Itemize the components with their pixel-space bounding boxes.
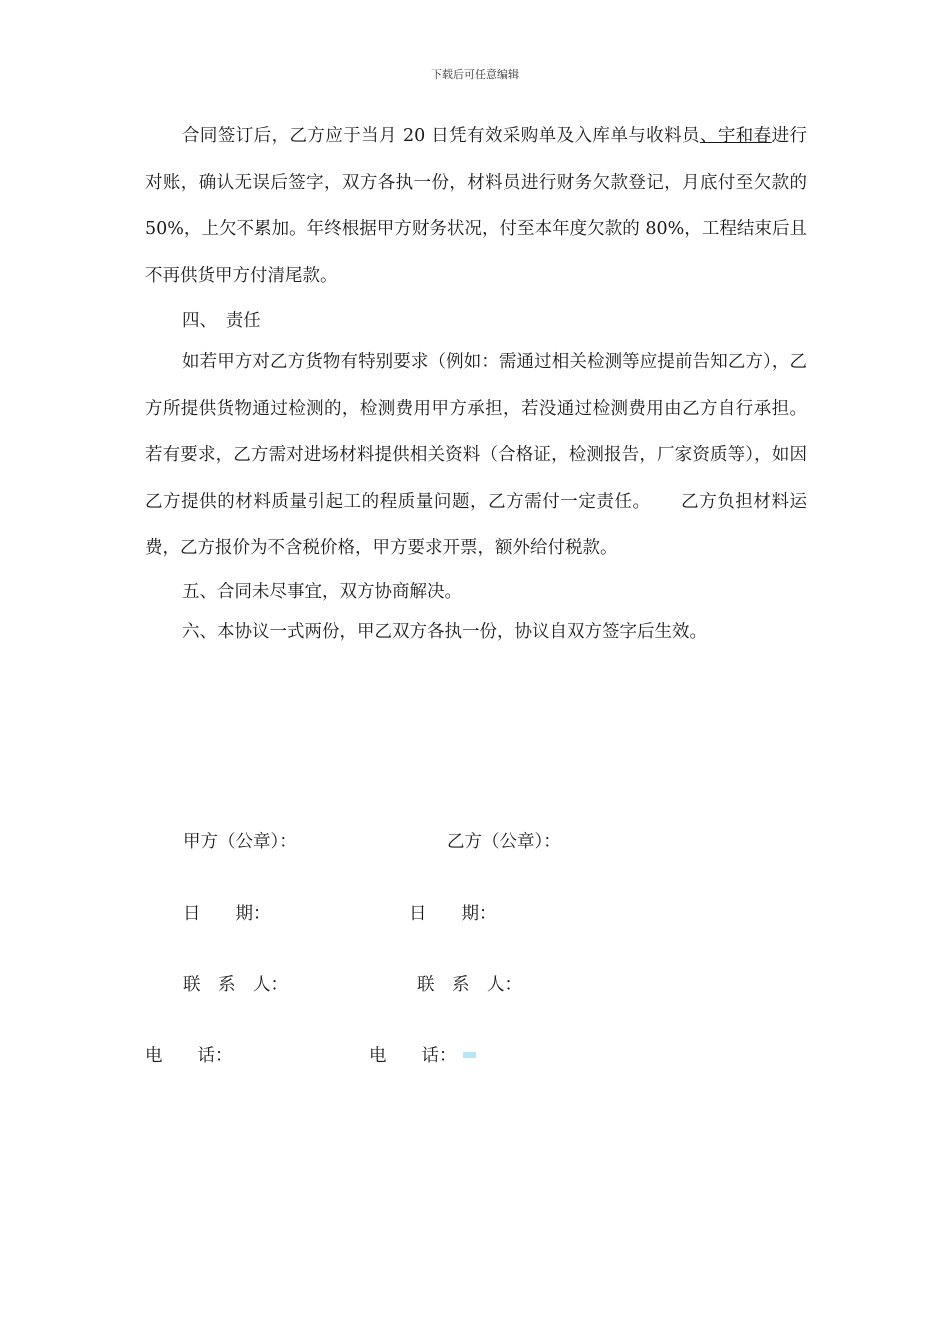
party-b-seal-label: 乙方（公章）： [447,832,561,852]
party-b-date-label: 日 期： [409,904,497,924]
section-6: 六、本协议一式两份，甲乙双方各执一份，协议自双方签字后生效。 [182,621,707,642]
payment-text-2: 进行对账，确认无误后签字，双方各执一份，材料员进行财务欠款登记，月底付至欠款的 50%，上欠不累加。年终根据甲方财务状况，付至本年度欠款的 80%，工程结束后且不再供货甲方付清尾款。 [145,126,808,286]
section-4-text-2: 乙方负担材料运费，乙方报价为不含税价格，甲方要求开票，额外给付税款。 [145,491,808,558]
section-5: 五、合同未尽事宜，双方协商解决。 [182,581,462,602]
section-4-text: 如若甲方对乙方货物有特别要求（例如：需通过相关检测等应提前告知乙方），乙方所提供货物通过检测的，检测费用甲方承担，若没通过检测费用由乙方自行承担。若有要求，乙方需对进场材料提供相关资料（合格证，检测报告，厂家资质等），如因乙方提供的材料质量引起工的程质量问题，乙方需付一定责任。 [145,352,807,512]
party-b-phone-label: 电 话： [369,1046,457,1066]
section-4-title: 四、 责任 [182,311,261,331]
party-a-seal-label: 甲方（公章）： [183,832,297,852]
party-a-phone-label: 电 话： [145,1046,233,1066]
party-a-date-label: 日 期： [183,904,271,924]
payment-clause [145,113,807,299]
payment-text-1: 合同签订后，乙方应于当月 20 日凭有效采购单及入库单与收料员 [182,126,700,146]
contract-body [145,113,807,652]
party-b-contact-label: 联 系 人： [417,975,522,995]
party-a-contact-label: 联 系 人： [183,975,288,995]
highlight-mark [463,1052,476,1058]
page-header: 下载后可任意编辑 [431,68,519,81]
payment-underlined: 、宇和春 [699,126,772,146]
section-4-body [145,339,807,572]
